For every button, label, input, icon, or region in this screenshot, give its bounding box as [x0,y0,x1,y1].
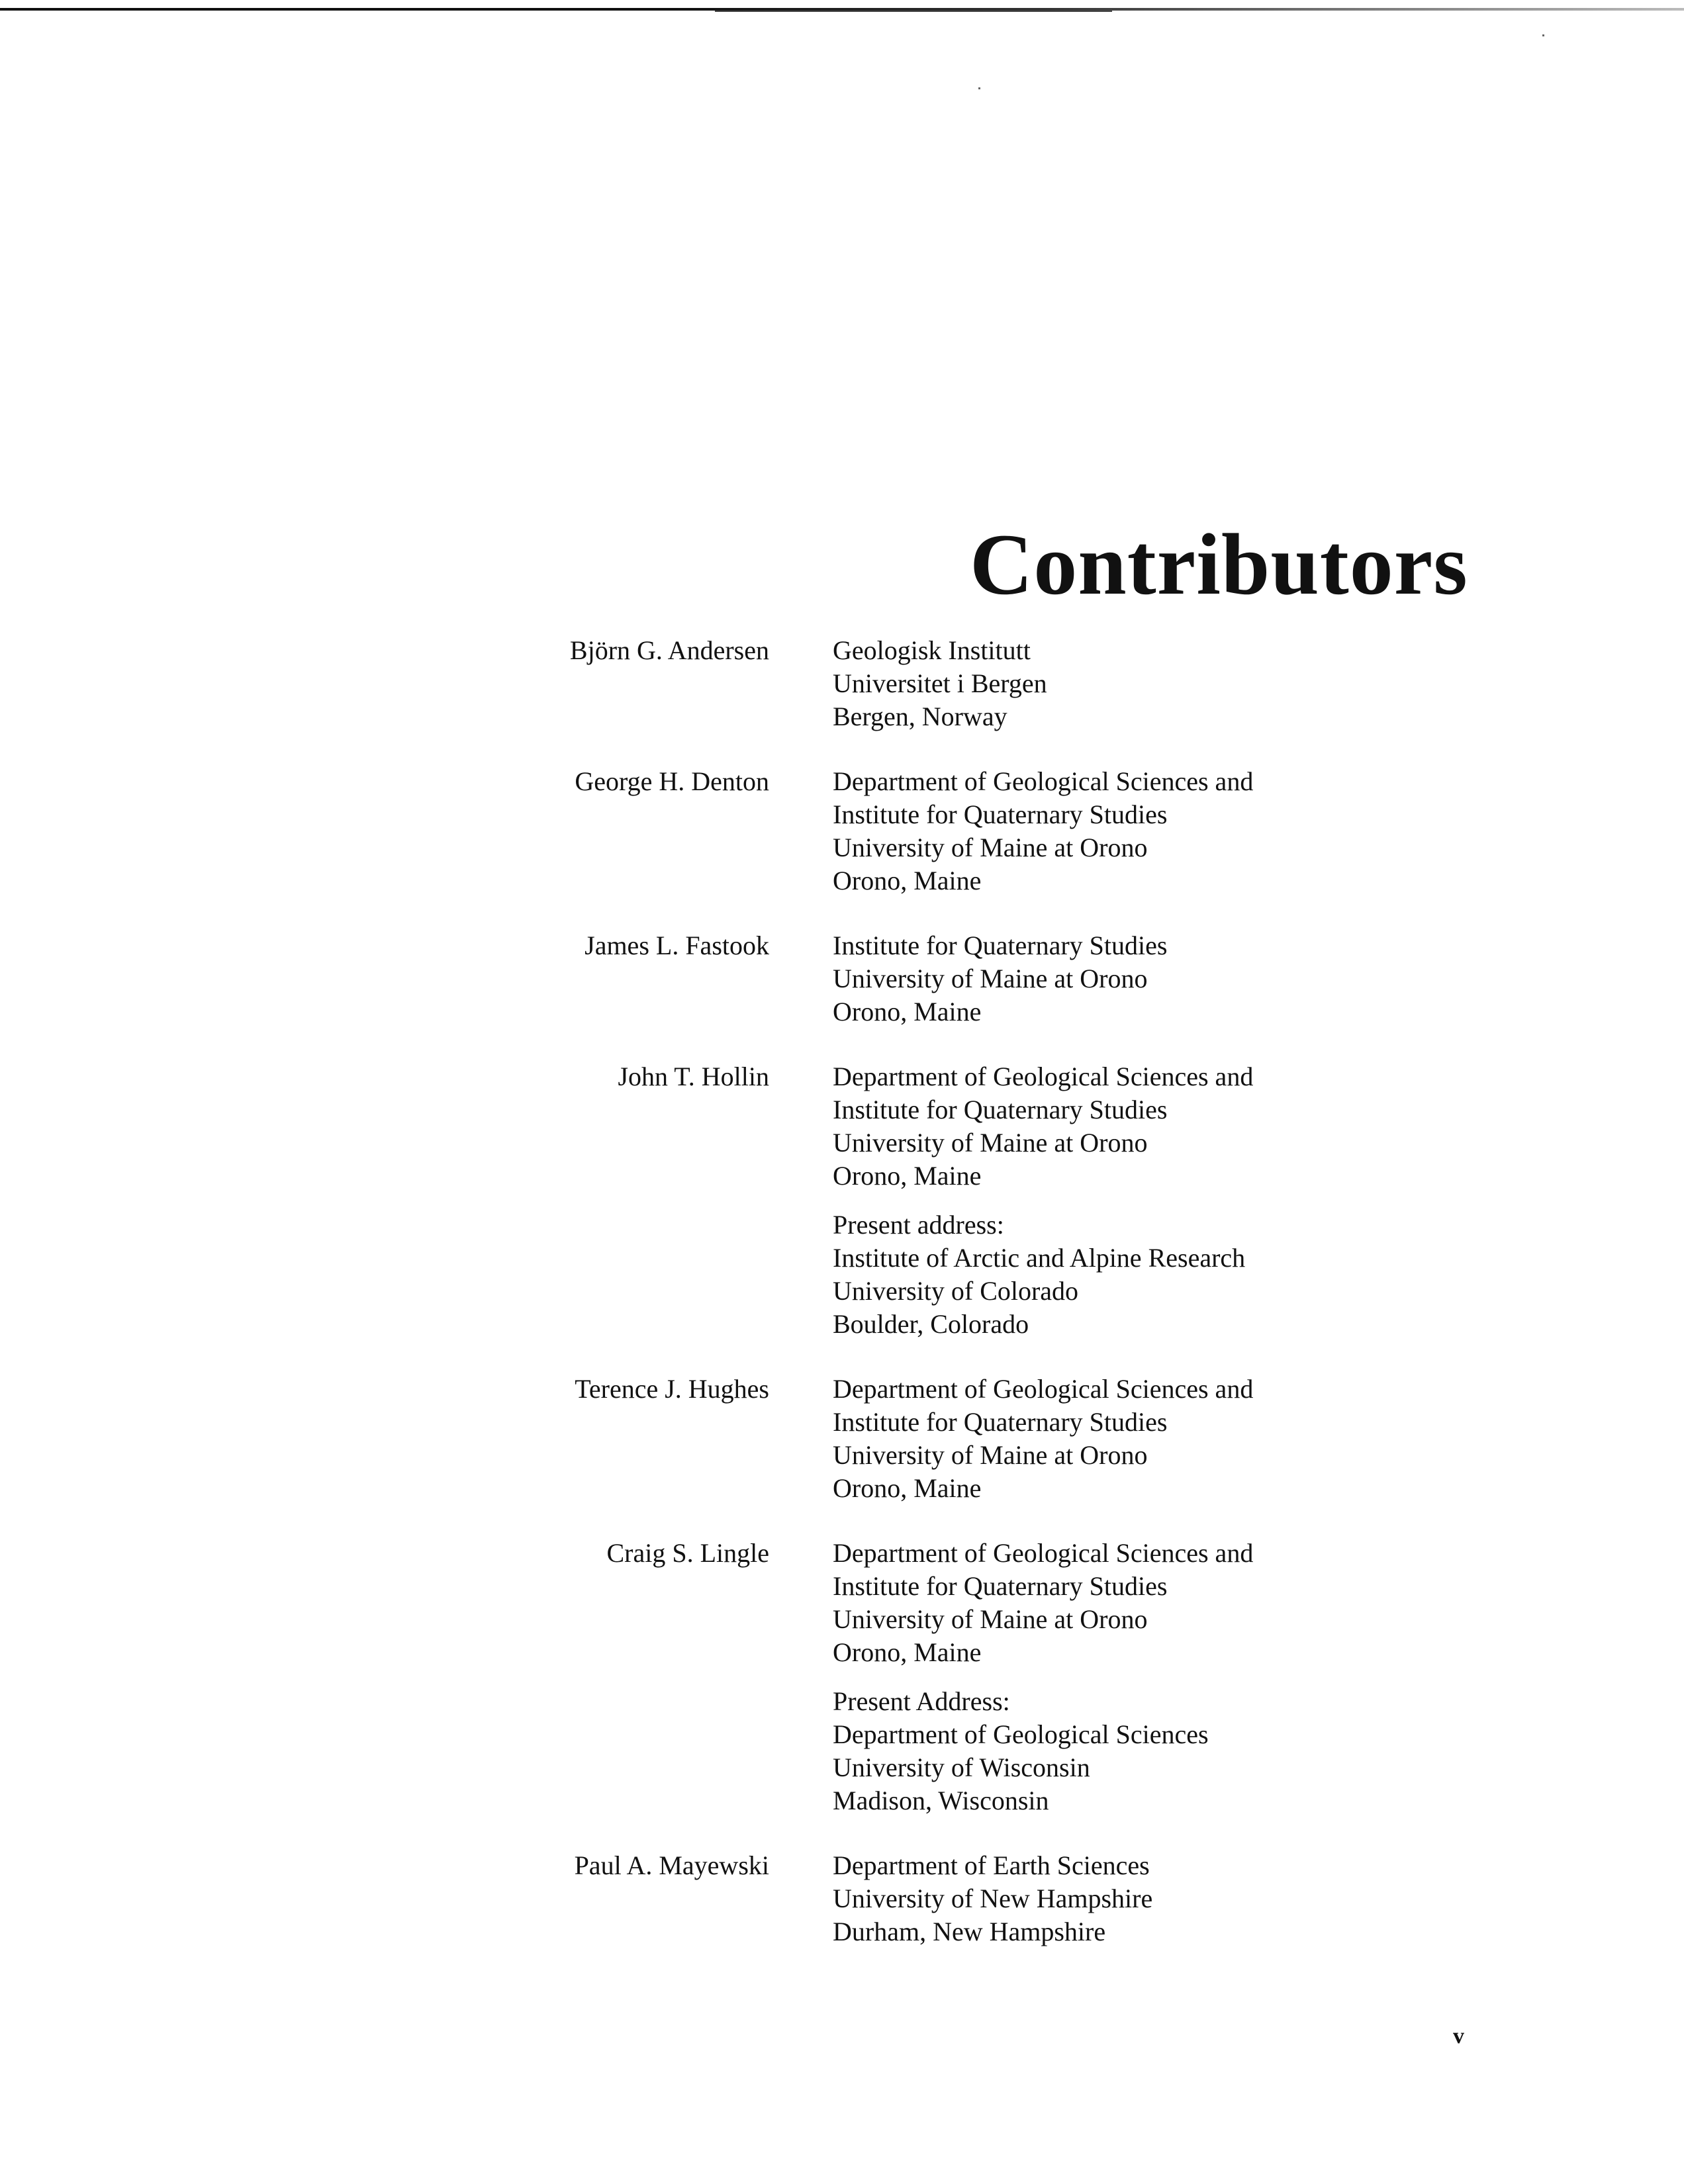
affiliation-line: Institute for Quaternary Studies [833,1407,1168,1437]
affiliation-line: Institute for Quaternary Studies [833,931,1168,960]
contributor-name: Terence J. Hughes [575,1374,769,1404]
affiliation-block [833,634,1047,733]
contributor-affiliations [833,1373,1253,1505]
present-address-block [833,1208,1253,1341]
affiliation-block [833,929,1167,1028]
contributor-affiliations [833,634,1047,733]
contributor-entry [0,1060,1684,1341]
affiliation-line: Orono, Maine [833,866,982,895]
contributor-name: George H. Denton [575,766,769,796]
page-title: Contributors [970,516,1468,614]
affiliation-line: Department of Geological Sciences and [833,1062,1254,1091]
affiliation-line: Madison, Wisconsin [833,1786,1049,1815]
contributor-entry [0,929,1684,1028]
affiliation-block [833,1060,1253,1193]
contributor-name: James L. Fastook [585,931,769,960]
contributor-entry [0,1849,1684,1948]
affiliation-line: Present Address: [833,1686,1010,1716]
affiliation-line: University of Maine at Orono [833,1440,1148,1470]
affiliation-line: Durham, New Hampshire [833,1917,1106,1946]
affiliation-line: Orono, Maine [833,997,982,1026]
contributors-list [0,634,1684,1980]
affiliation-line: Orono, Maine [833,1473,982,1503]
affiliation-line: Orono, Maine [833,1161,982,1191]
contributor-entry [0,1537,1684,1817]
affiliation-block [833,1849,1152,1948]
contributor-name: John T. Hollin [618,1062,769,1091]
affiliation-line: Department of Geological Sciences and [833,1538,1254,1568]
contributor-affiliations [833,1537,1253,1817]
contributor-entry [0,765,1684,897]
affiliation-line: Bergen, Norway [833,702,1007,731]
affiliation-line: University of New Hampshire [833,1884,1153,1913]
contributor-entry [0,1373,1684,1505]
contributor-name: Paul A. Mayewski [574,1850,769,1880]
contributor-affiliations [833,929,1167,1028]
affiliation-line: University of Maine at Orono [833,833,1148,862]
scan-speck [978,87,980,89]
contributor-name: Björn G. Andersen [569,635,769,665]
page-number: v [1453,2024,1464,2048]
affiliation-line: Geologisk Institutt [833,635,1031,665]
contributor-affiliations [833,1849,1152,1948]
affiliation-line: Present address: [833,1210,1004,1240]
affiliation-line: Universitet i Bergen [833,668,1047,698]
scan-speck [1542,34,1544,36]
affiliation-line: University of Maine at Orono [833,1604,1148,1634]
contributor-entry [0,634,1684,733]
affiliation-line: University of Colorado [833,1276,1079,1306]
affiliation-block [833,1537,1253,1669]
affiliation-line: Institute of Arctic and Alpine Research [833,1243,1246,1273]
affiliation-line: University of Maine at Orono [833,1128,1148,1158]
affiliation-line: University of Maine at Orono [833,964,1148,993]
contributor-affiliations [833,1060,1253,1341]
contributor-affiliations [833,765,1253,897]
top-scan-rule-secondary [715,11,1112,12]
contributor-name: Craig S. Lingle [606,1538,769,1568]
affiliation-line: Department of Geological Sciences [833,1719,1209,1749]
present-address-block [833,1685,1253,1817]
affiliation-block [833,765,1253,897]
affiliation-line: Orono, Maine [833,1637,982,1667]
affiliation-line: Institute for Quaternary Studies [833,799,1168,829]
affiliation-line: University of Wisconsin [833,1752,1090,1782]
affiliation-line: Institute for Quaternary Studies [833,1095,1168,1124]
affiliation-block [833,1373,1253,1505]
affiliation-line: Institute for Quaternary Studies [833,1571,1168,1601]
affiliation-line: Boulder, Colorado [833,1309,1029,1339]
affiliation-line: Department of Earth Sciences [833,1850,1150,1880]
affiliation-line: Department of Geological Sciences and [833,766,1254,796]
affiliation-line: Department of Geological Sciences and [833,1374,1254,1404]
